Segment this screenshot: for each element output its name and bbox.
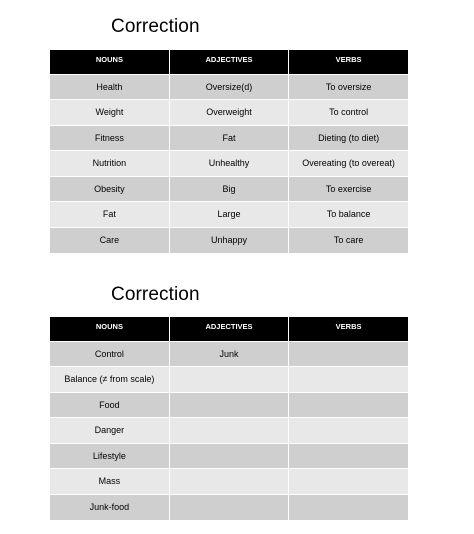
noun-cell: Junk-food xyxy=(50,494,169,520)
adjective-cell xyxy=(169,418,288,444)
verb-cell: To oversize xyxy=(289,74,408,100)
verb-cell xyxy=(289,392,408,418)
verb-cell xyxy=(289,494,408,520)
noun-cell: Food xyxy=(50,392,169,418)
noun-cell: Balance (≠ from scale) xyxy=(50,367,169,393)
table-row xyxy=(50,392,408,418)
adjective-cell xyxy=(169,494,288,520)
noun-cell: Weight xyxy=(50,100,169,126)
noun-cell: Health xyxy=(50,74,169,100)
table-row xyxy=(50,227,408,253)
verb-cell xyxy=(289,443,408,469)
verb-cell: To balance xyxy=(289,202,408,228)
section-2-title: Correction xyxy=(111,284,200,305)
adjective-cell: Fat xyxy=(169,125,288,151)
adjective-cell xyxy=(169,392,288,418)
word-table-2 xyxy=(50,317,408,520)
table-row xyxy=(50,469,408,495)
verb-cell: To care xyxy=(289,227,408,253)
header-adjectives: ADJECTIVES xyxy=(169,317,288,341)
table-row xyxy=(50,418,408,444)
noun-cell: Danger xyxy=(50,418,169,444)
noun-cell: Nutrition xyxy=(50,151,169,177)
section-1-title: Correction xyxy=(111,16,200,37)
verb-cell xyxy=(289,469,408,495)
adjective-cell: Junk xyxy=(169,341,288,367)
word-table-1 xyxy=(50,50,408,253)
table-header-row xyxy=(50,50,408,74)
header-adjectives: ADJECTIVES xyxy=(169,50,288,74)
verb-cell: To exercise xyxy=(289,176,408,202)
verb-cell xyxy=(289,367,408,393)
verb-cell: To control xyxy=(289,100,408,126)
verb-cell: Overeating (to overeat) xyxy=(289,151,408,177)
table-row xyxy=(50,494,408,520)
adjective-cell: Oversize(d) xyxy=(169,74,288,100)
verb-cell: Dieting (to diet) xyxy=(289,125,408,151)
header-nouns: NOUNS xyxy=(50,317,169,341)
table-row xyxy=(50,367,408,393)
adjective-cell xyxy=(169,367,288,393)
table-row xyxy=(50,125,408,151)
table-header-row xyxy=(50,317,408,341)
header-nouns: NOUNS xyxy=(50,50,169,74)
adjective-cell xyxy=(169,469,288,495)
noun-cell: Fat xyxy=(50,202,169,228)
adjective-cell: Unhealthy xyxy=(169,151,288,177)
adjective-cell xyxy=(169,443,288,469)
table-row xyxy=(50,100,408,126)
noun-cell: Obesity xyxy=(50,176,169,202)
adjective-cell: Unhappy xyxy=(169,227,288,253)
table-row xyxy=(50,341,408,367)
noun-cell: Fitness xyxy=(50,125,169,151)
adjective-cell: Overweight xyxy=(169,100,288,126)
table-row xyxy=(50,151,408,177)
header-verbs: VERBS xyxy=(289,50,408,74)
table-row xyxy=(50,176,408,202)
adjective-cell: Big xyxy=(169,176,288,202)
header-verbs: VERBS xyxy=(289,317,408,341)
verb-cell xyxy=(289,341,408,367)
verb-cell xyxy=(289,418,408,444)
noun-cell: Mass xyxy=(50,469,169,495)
noun-cell: Care xyxy=(50,227,169,253)
adjective-cell: Large xyxy=(169,202,288,228)
noun-cell: Control xyxy=(50,341,169,367)
table-row xyxy=(50,74,408,100)
table-row xyxy=(50,202,408,228)
noun-cell: Lifestyle xyxy=(50,443,169,469)
table-row xyxy=(50,443,408,469)
